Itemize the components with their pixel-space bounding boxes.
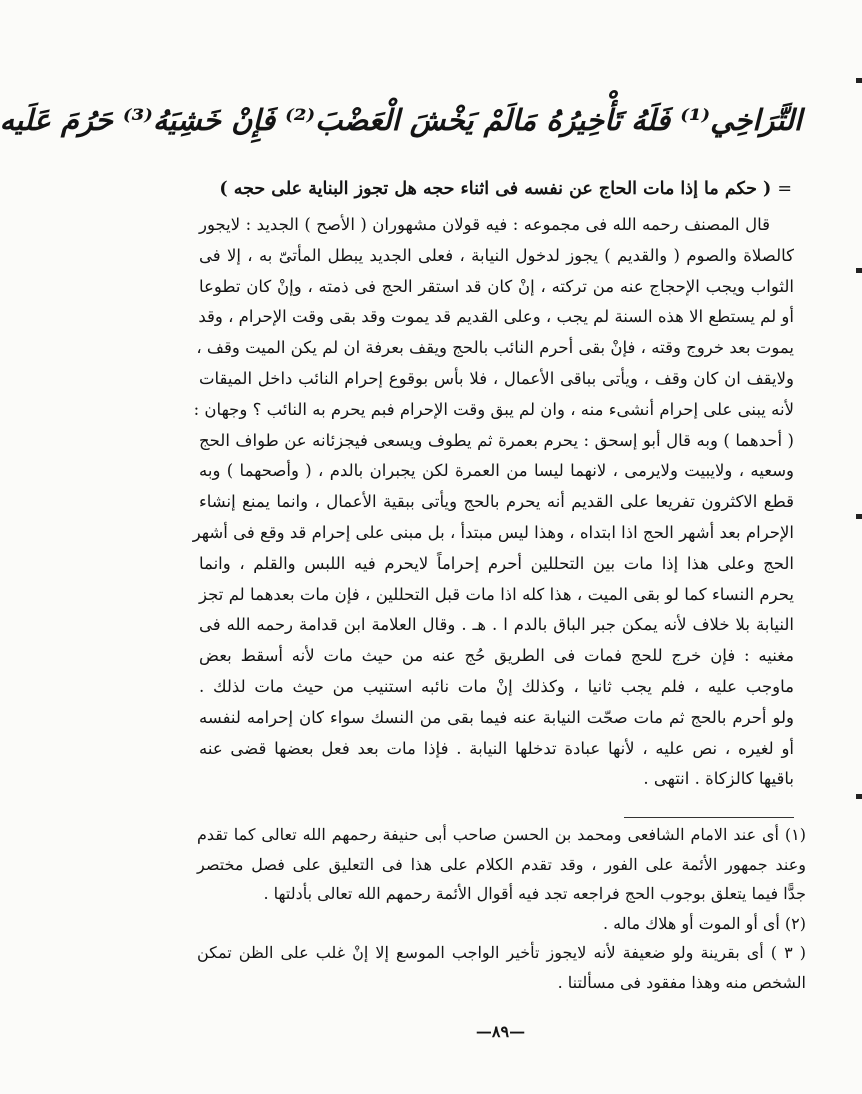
text-line: باقيها كالزكاة . انتهى . (643, 769, 794, 789)
page-number: —٨٩— (475, 1022, 526, 1041)
text-line: مغنيه : فإن خرج للحج فمات فى الطريق حُج عنه من حيث مات لأنه أسقط بعض (199, 646, 794, 666)
text-line: الإحرام بعد أشهر الحج اذا ابتداه ، وهذا ليس مبتدأ ، بل مبنى على إحرام قد وقع فى أشهر (192, 522, 794, 542)
margin-mark (856, 268, 862, 273)
text-line: ولايقف ان كان وقف ، ويأتى بباقى الأعمال ، فلا بأس بوقوع إحرام النائب داخل الميقات (199, 368, 794, 388)
text-line: لأنه يبنى على إحرام أنشىء منه ، وان لم يبق وقت الإحرام فبم يحرم به النائب ؟ وجهان : (193, 399, 794, 419)
text-line: النيابة بلا خلاف لأنه يمكن جبر الباق بالدم ا . هـ . وقال العلامة ابن قدامة رحمه الله فى (199, 615, 794, 635)
footnote-line: ( ٣ ) أى بقرينة ولو ضعيفة لأنه لايجوز تأخير الواجب الموسع إلا إنْ غلب على الظن تمكن (197, 943, 807, 962)
main-text (192, 210, 794, 795)
text-line: ( أحدهما ) وبه قال أبو إسحق : يحرم بعمرة ثم يطوف ويسعى فيجزئانه عن طواف الحج (199, 430, 794, 450)
text-line: أو لم يستطع الا هذه السنة لم يجب ، وعلى القديم قد يموت وقد بقى وقت الإحرام ، وقد (198, 307, 794, 327)
footnotes (197, 820, 806, 997)
text-line: قطع الاكثرون تفريعا على القديم أنه يحرم بالحج ويأتى ببقية الأعمال ، وانما يمنع إنشاء (199, 492, 794, 512)
footnote-line: (٢) أى أو الموت أو هلاك ماله . (602, 913, 806, 933)
footnote-separator (624, 817, 794, 818)
text-line: يموت بعد خروج وقته ، فإنْ بقى أحرم النائب بالحج ويقف بعرفة ان لم يكن الميت وقف ، (196, 338, 794, 358)
verse-line: التَّرَاخِي⁽¹⁾ فَلَهُ تَأْخِيرُهُ مَالَمْ يَخْشَ الْعَضْبَ⁽²⁾ فَإِنْ خَشِيَهُ⁽³⁾ حَرُمَ عَلَيه (0, 103, 802, 137)
text-line: ماوجب عليه ، فلم يجب ثانيا ، وكذلك إنْ مات نائبه استنيب من حيث مات لذلك . (199, 676, 794, 696)
text-line: الثواب ويجب الإحجاج عنه من تركته ، إنْ كان قد استقر الحج فى ذمته ، وإنْ كان تطوعا (199, 276, 794, 296)
text-line: كالصلاة والصوم ( والقديم ) يجوز لدخول النيابة ، فعلى الجديد يبطل المأتىّ به ، إلا فى (199, 245, 794, 265)
text-line: وسعيه ، ولايبيت ولايرمى ، لانهما ليسا من العمرة لكن يجبران بالدم ، ( وأصحهما ) وبه (199, 461, 794, 481)
footnote-line: جدًّا فيما يتعلق بوجوب الحج فراجعه تجد فيه أقوال الأئمة رحمهم الله تعالى بأدلتها . (263, 884, 806, 903)
heading-text: ( حكم ما إذا مات الحاج عن نفسه فى اثناء حجه هل تجوز البناية على حجه ) (219, 179, 772, 199)
section-heading (199, 174, 792, 204)
text-line: يحرم النساء كما لو بقى الميت ، هذا كله اذا مات قبل التحللين ، فإن مات بعدهما لم تجز (199, 584, 794, 604)
margin-mark (856, 794, 862, 799)
text-line: ولو أحرم بالحج ثم مات صحّت النيابة عنه فيما بقى من النسك سواء كان إحرامه لنفسه (199, 707, 794, 727)
footnote-line: (١) أى عند الامام الشافعى ومحمد بن الحسن صاحب أبى حنيفة رحمهم الله تعالى كما تقدم (197, 825, 807, 844)
margin-mark (856, 78, 862, 83)
footnote-line: الشخص منه وهذا مفقود فى مسألتنا . (557, 972, 806, 992)
footnote-line: وعند جمهور الأئمة على الفور ، وقد تقدم الكلام على هذا فى التعليق على فصل مختصر (197, 854, 806, 874)
text-line: قال المصنف رحمه الله فى مجموعه : فيه قولان مشهوران ( الأصح ) الجديد : لايجور (199, 215, 770, 234)
text-line: أو لغيره ، نص عليه ، لأنها عبادة تدخلها النيابة . فإذا مات بعد فعل بعضها قضى عنه (199, 738, 794, 758)
heading-continuation-mark: = (777, 179, 792, 199)
text-line: الحج وعلى هذا إذا مات بين التحللين أحرم إحراماً لايحرم فيه اللبس والقلم ، وانما (199, 553, 794, 573)
margin-mark (856, 514, 862, 519)
